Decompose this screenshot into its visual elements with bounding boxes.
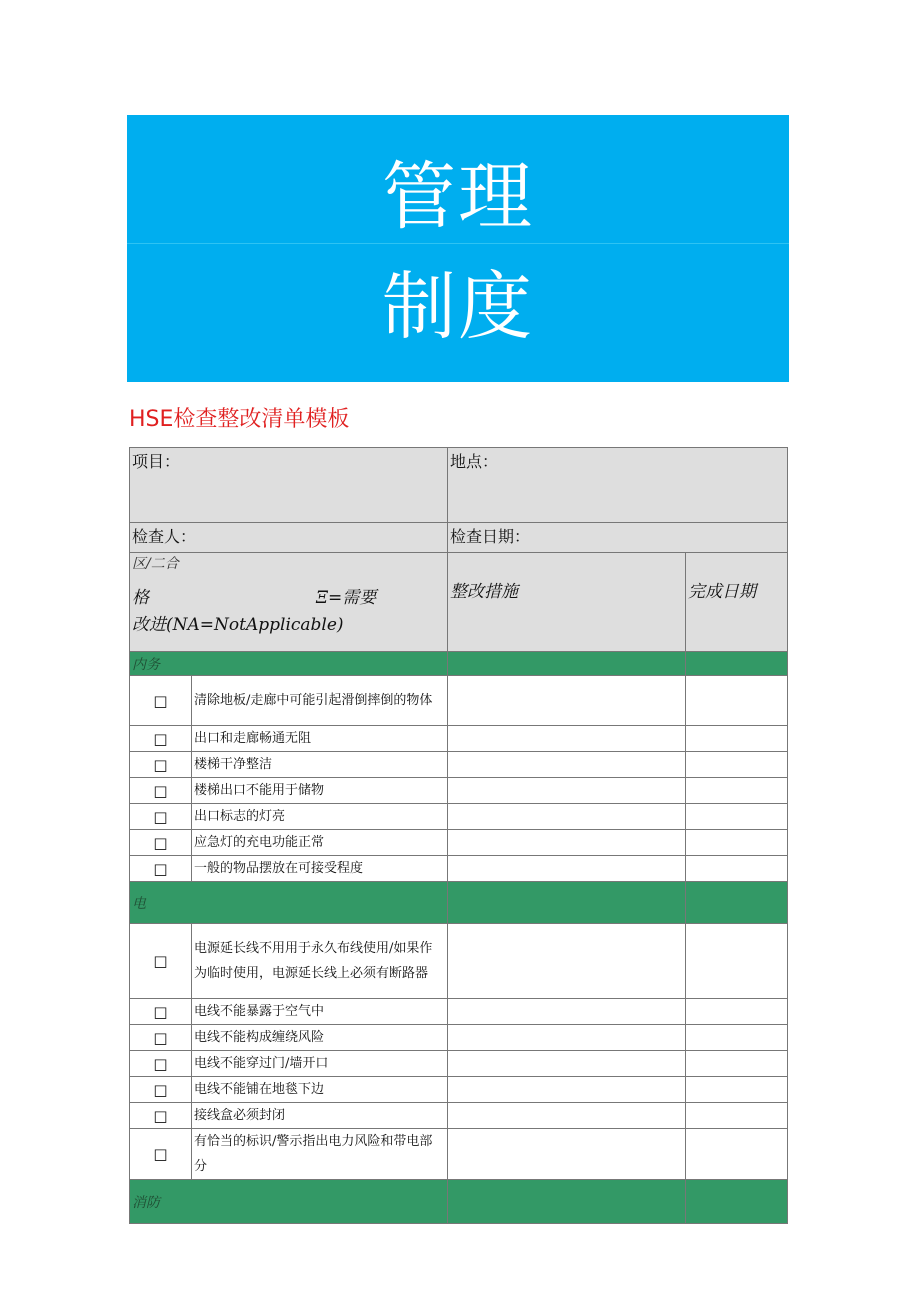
checkbox[interactable]: □ <box>130 1129 192 1180</box>
section-action-cell <box>448 882 686 924</box>
completion-date-cell[interactable] <box>686 726 788 752</box>
inspection-date-field[interactable]: 检查日期： <box>448 523 788 553</box>
checklist-row <box>130 1103 788 1129</box>
checklist-item-text: 电线不能铺在地毯下边 <box>192 1077 448 1103</box>
checklist-row <box>130 856 788 882</box>
section-row <box>130 652 788 676</box>
checklist-item-text: 楼梯干净整洁 <box>192 752 448 778</box>
checklist-row <box>130 726 788 752</box>
checklist-row <box>130 1051 788 1077</box>
completion-date-cell[interactable] <box>686 778 788 804</box>
checkbox[interactable]: □ <box>130 1103 192 1129</box>
completion-date-cell[interactable] <box>686 676 788 726</box>
action-cell[interactable] <box>448 1103 686 1129</box>
date-column-header: 完成日期 <box>686 553 788 652</box>
checklist-item-text: 电线不能构成缠绕风险 <box>192 1025 448 1051</box>
checkbox[interactable]: □ <box>130 856 192 882</box>
completion-date-cell[interactable] <box>686 1103 788 1129</box>
checklist-row <box>130 1077 788 1103</box>
location-field[interactable]: 地点： <box>448 448 788 523</box>
checklist-row <box>130 804 788 830</box>
checklist-item-text: 出口标志的灯亮 <box>192 804 448 830</box>
title-banner <box>127 115 789 382</box>
checklist-row <box>130 778 788 804</box>
completion-date-cell[interactable] <box>686 1051 788 1077</box>
checklist-row <box>130 999 788 1025</box>
checklist-item-text: 出口和走廊畅通无阻 <box>192 726 448 752</box>
completion-date-cell[interactable] <box>686 1129 788 1180</box>
action-cell[interactable] <box>448 999 686 1025</box>
section-date-cell <box>686 652 788 676</box>
section-title: 电 <box>130 882 448 924</box>
checklist-item-text: 楼梯出口不能用于储物 <box>192 778 448 804</box>
checkbox[interactable]: □ <box>130 726 192 752</box>
action-cell[interactable] <box>448 1025 686 1051</box>
completion-date-cell[interactable] <box>686 999 788 1025</box>
action-column-header: 整改措施 <box>448 553 686 652</box>
section-date-cell <box>686 1180 788 1224</box>
section-title: 内务 <box>130 652 448 676</box>
action-cell[interactable] <box>448 1077 686 1103</box>
action-cell[interactable] <box>448 1129 686 1180</box>
banner-line-1: 管理 <box>382 154 534 240</box>
checklist-row <box>130 830 788 856</box>
banner-divider <box>127 243 789 244</box>
inspection-table <box>129 447 788 1224</box>
checkbox[interactable]: □ <box>130 1077 192 1103</box>
legend-line-2b: Ξ=需要 <box>316 588 377 608</box>
checkbox[interactable]: □ <box>130 804 192 830</box>
completion-date-cell[interactable] <box>686 924 788 999</box>
completion-date-cell[interactable] <box>686 830 788 856</box>
checkbox[interactable]: □ <box>130 778 192 804</box>
action-cell[interactable] <box>448 804 686 830</box>
checkbox[interactable]: □ <box>130 999 192 1025</box>
checklist-row <box>130 1129 788 1180</box>
checkbox[interactable]: □ <box>130 676 192 726</box>
action-cell[interactable] <box>448 924 686 999</box>
section-action-cell <box>448 652 686 676</box>
checkbox[interactable]: □ <box>130 752 192 778</box>
completion-date-cell[interactable] <box>686 1077 788 1103</box>
checklist-item-text: 电源延长线不用用于永久布线使用/如果作为临时使用，电源延长线上必须有断路器 <box>192 924 448 999</box>
status-legend-header <box>130 553 448 652</box>
section-action-cell <box>448 1180 686 1224</box>
checklist-item-text: 清除地板/走廊中可能引起滑倒摔倒的物体 <box>192 676 448 726</box>
action-cell[interactable] <box>448 830 686 856</box>
section-date-cell <box>686 882 788 924</box>
checkbox[interactable]: □ <box>130 924 192 999</box>
action-cell[interactable] <box>448 778 686 804</box>
legend-line-3: 改进(NA=NotApplicable) <box>132 615 344 635</box>
action-cell[interactable] <box>448 676 686 726</box>
checkbox[interactable]: □ <box>130 1025 192 1051</box>
legend-line-1: 区/二合 <box>132 556 179 572</box>
checklist-row <box>130 1025 788 1051</box>
action-cell[interactable] <box>448 1051 686 1077</box>
section-row <box>130 882 788 924</box>
project-field[interactable]: 项目： <box>130 448 448 523</box>
checkbox[interactable]: □ <box>130 830 192 856</box>
inspector-field[interactable]: 检查人： <box>130 523 448 553</box>
action-cell[interactable] <box>448 726 686 752</box>
action-cell[interactable] <box>448 856 686 882</box>
checkbox[interactable]: □ <box>130 1051 192 1077</box>
checklist-item-text: 有恰当的标识/警示指出电力风险和带电部分 <box>192 1129 448 1180</box>
checklist-item-text: 电线不能暴露于空气中 <box>192 999 448 1025</box>
banner-line-2: 制度 <box>382 264 534 350</box>
document-title: HSE检查整改清单模板 <box>129 407 350 432</box>
checklist-row <box>130 676 788 726</box>
checklist-item-text: 接线盒必须封闭 <box>192 1103 448 1129</box>
completion-date-cell[interactable] <box>686 752 788 778</box>
checklist-item-text: 一般的物品摆放在可接受程度 <box>192 856 448 882</box>
legend-line-2a: 格 <box>132 588 149 608</box>
section-row <box>130 1180 788 1224</box>
section-title: 消防 <box>130 1180 448 1224</box>
checklist-row <box>130 752 788 778</box>
checklist-row <box>130 924 788 999</box>
checklist-item-text: 电线不能穿过门/墙开口 <box>192 1051 448 1077</box>
checklist-item-text: 应急灯的充电功能正常 <box>192 830 448 856</box>
completion-date-cell[interactable] <box>686 1025 788 1051</box>
action-cell[interactable] <box>448 752 686 778</box>
completion-date-cell[interactable] <box>686 856 788 882</box>
completion-date-cell[interactable] <box>686 804 788 830</box>
